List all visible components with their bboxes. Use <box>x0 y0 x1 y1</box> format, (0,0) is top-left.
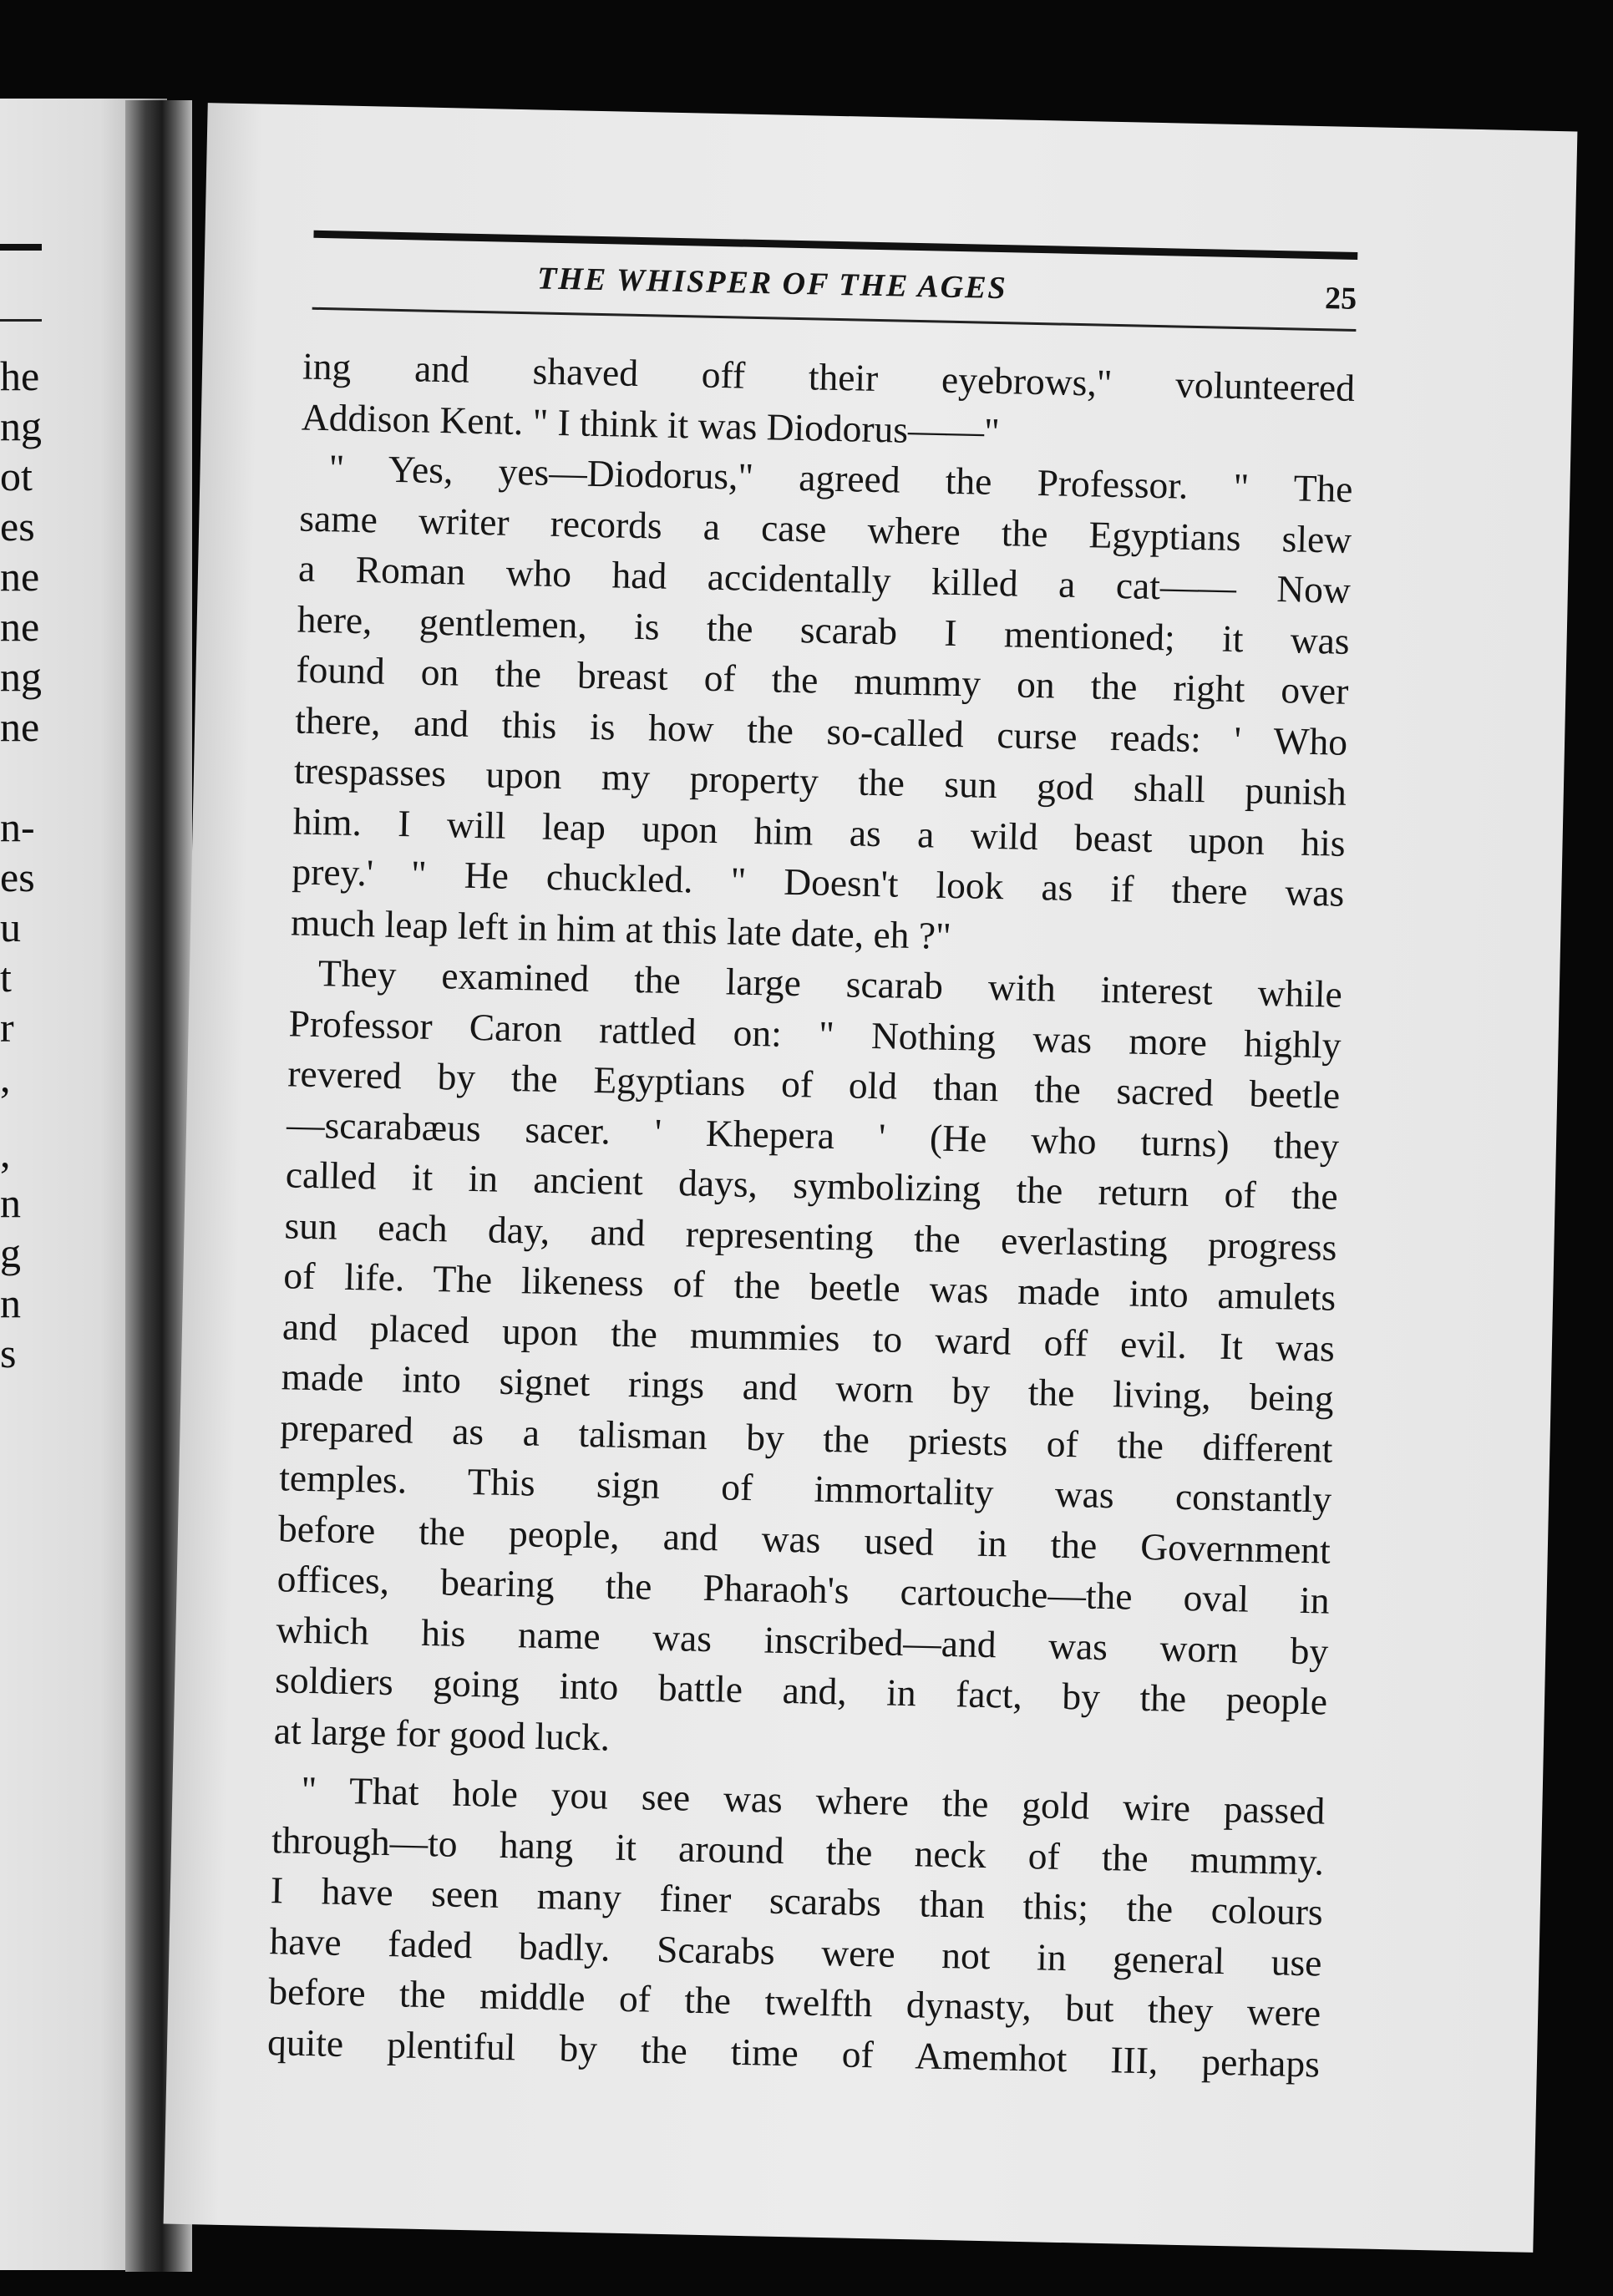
text-line: found on the breast of the mummy on the right over <box>296 647 1349 712</box>
page-number: 25 <box>1324 281 1357 317</box>
facing-page-fragment: s <box>0 1330 17 1376</box>
body-text <box>267 342 1356 2090</box>
text-line: temples. This sign of immortality was constantly <box>278 1456 1332 1521</box>
text-line: through—to hang it around the neck of the mummy. <box>271 1817 1325 1883</box>
facing-page-fragment: n- <box>0 803 35 850</box>
text-line: before the middle of the twelfth dynasty, but they were <box>267 1969 1321 2035</box>
running-head: THE WHISPER OF THE AGES <box>536 261 1008 307</box>
facing-page-fragment: ot <box>0 453 33 499</box>
text-line: prey.' " He chuckled. " Doesn't look as if there was <box>292 849 1345 915</box>
text-line: —scarabæus sacer. ' Khepera ' (He who turns) they <box>286 1102 1340 1168</box>
page-header <box>312 231 1357 352</box>
text-line: trespasses upon my property the sun god shall punish <box>293 748 1347 813</box>
facing-page-fragment: ne <box>0 603 40 650</box>
text-line: before the people, and was used in the Government <box>277 1506 1331 1572</box>
facing-page-text <box>0 351 75 1378</box>
text-line: a Roman who had accidentally killed a cat—— Now <box>297 546 1352 611</box>
facing-page-fragment: n <box>0 1280 21 1326</box>
text-line: at large for good luck. <box>273 1708 611 1759</box>
facing-page-fragment: t <box>0 954 12 1001</box>
facing-page-fragment: es <box>0 503 35 550</box>
text-line: which his name was inscribed—and was worn by <box>275 1607 1329 1673</box>
facing-page-rule <box>0 244 42 251</box>
text-line: quite plentiful by the time of Amemhot III, perhaps <box>266 2020 1321 2085</box>
facing-page-fragment: ne <box>0 553 40 600</box>
facing-page-fragment: ng <box>0 403 42 449</box>
text-line: him. I will leap upon him as a wild beast upon his <box>292 798 1347 864</box>
text-line: sun each day, and representing the everlasting progress <box>284 1203 1337 1269</box>
text-line: much leap left in him at this late date, eh ?" <box>290 900 952 957</box>
facing-page-fragment: es <box>0 854 35 900</box>
text-line: there, and this is how the so-called curse reads: ' Who <box>294 697 1348 763</box>
facing-page-thin-rule <box>0 319 42 322</box>
text-line: Addison Kent. " I think it was Diodorus——" <box>301 395 1001 453</box>
facing-page-fragment: u <box>0 904 21 950</box>
text-line: and placed upon the mummies to ward off evil. It was <box>282 1304 1336 1370</box>
text-line: Professor Caron rattled on: " Nothing was more highly <box>288 1001 1342 1067</box>
text-line: ing and shaved off their eyebrows," volunteered <box>302 344 1356 409</box>
facing-page-fragment: , <box>0 1129 11 1176</box>
text-line: soldiers going into battle and, in fact, by the people <box>274 1658 1328 1723</box>
text-line: have faded badly. Scarabs were not in general use <box>269 1918 1322 1984</box>
text-line: same writer records a case where the Egyptians slew <box>298 496 1352 561</box>
text-line: of life. The likeness of the beetle was made into amulets <box>282 1254 1337 1319</box>
facing-page-fragment: n <box>0 1179 21 1226</box>
text-line: here, gentlemen, is the scarab I mentioned; it was <box>297 596 1351 662</box>
text-line: revered by the Egyptians of old than the sacred beetle <box>287 1052 1341 1117</box>
header-rule <box>313 231 1357 260</box>
facing-page-fragment: r <box>0 1004 14 1051</box>
text-line: " That hole you see was where the gold wire passed <box>300 1767 1326 1832</box>
text-line: offices, bearing the Pharaoh's cartouche—the oval in <box>276 1557 1331 1622</box>
text-line: " Yes, yes—Diodorus," agreed the Professor. " The <box>328 446 1353 510</box>
text-line: They examined the large scarab with interest while <box>317 951 1343 1016</box>
facing-page-fragment: , <box>0 1054 11 1101</box>
book-page <box>164 103 1578 2253</box>
text-line: I have seen many finer scarabs than this; the colours <box>270 1868 1324 1934</box>
text-line: made into signet rings and worn by the living, being <box>281 1355 1335 1420</box>
facing-page-fragment: he <box>0 352 40 399</box>
text-line: called it in ancient days, symbolizing the return of the <box>285 1153 1339 1218</box>
facing-page-fragment: g <box>0 1229 21 1276</box>
facing-page-fragment: ng <box>0 653 42 700</box>
text-line: prepared as a talisman by the priests of the different <box>280 1405 1333 1471</box>
header-thin-rule <box>312 307 1357 332</box>
facing-page-fragment: ne <box>0 703 40 750</box>
